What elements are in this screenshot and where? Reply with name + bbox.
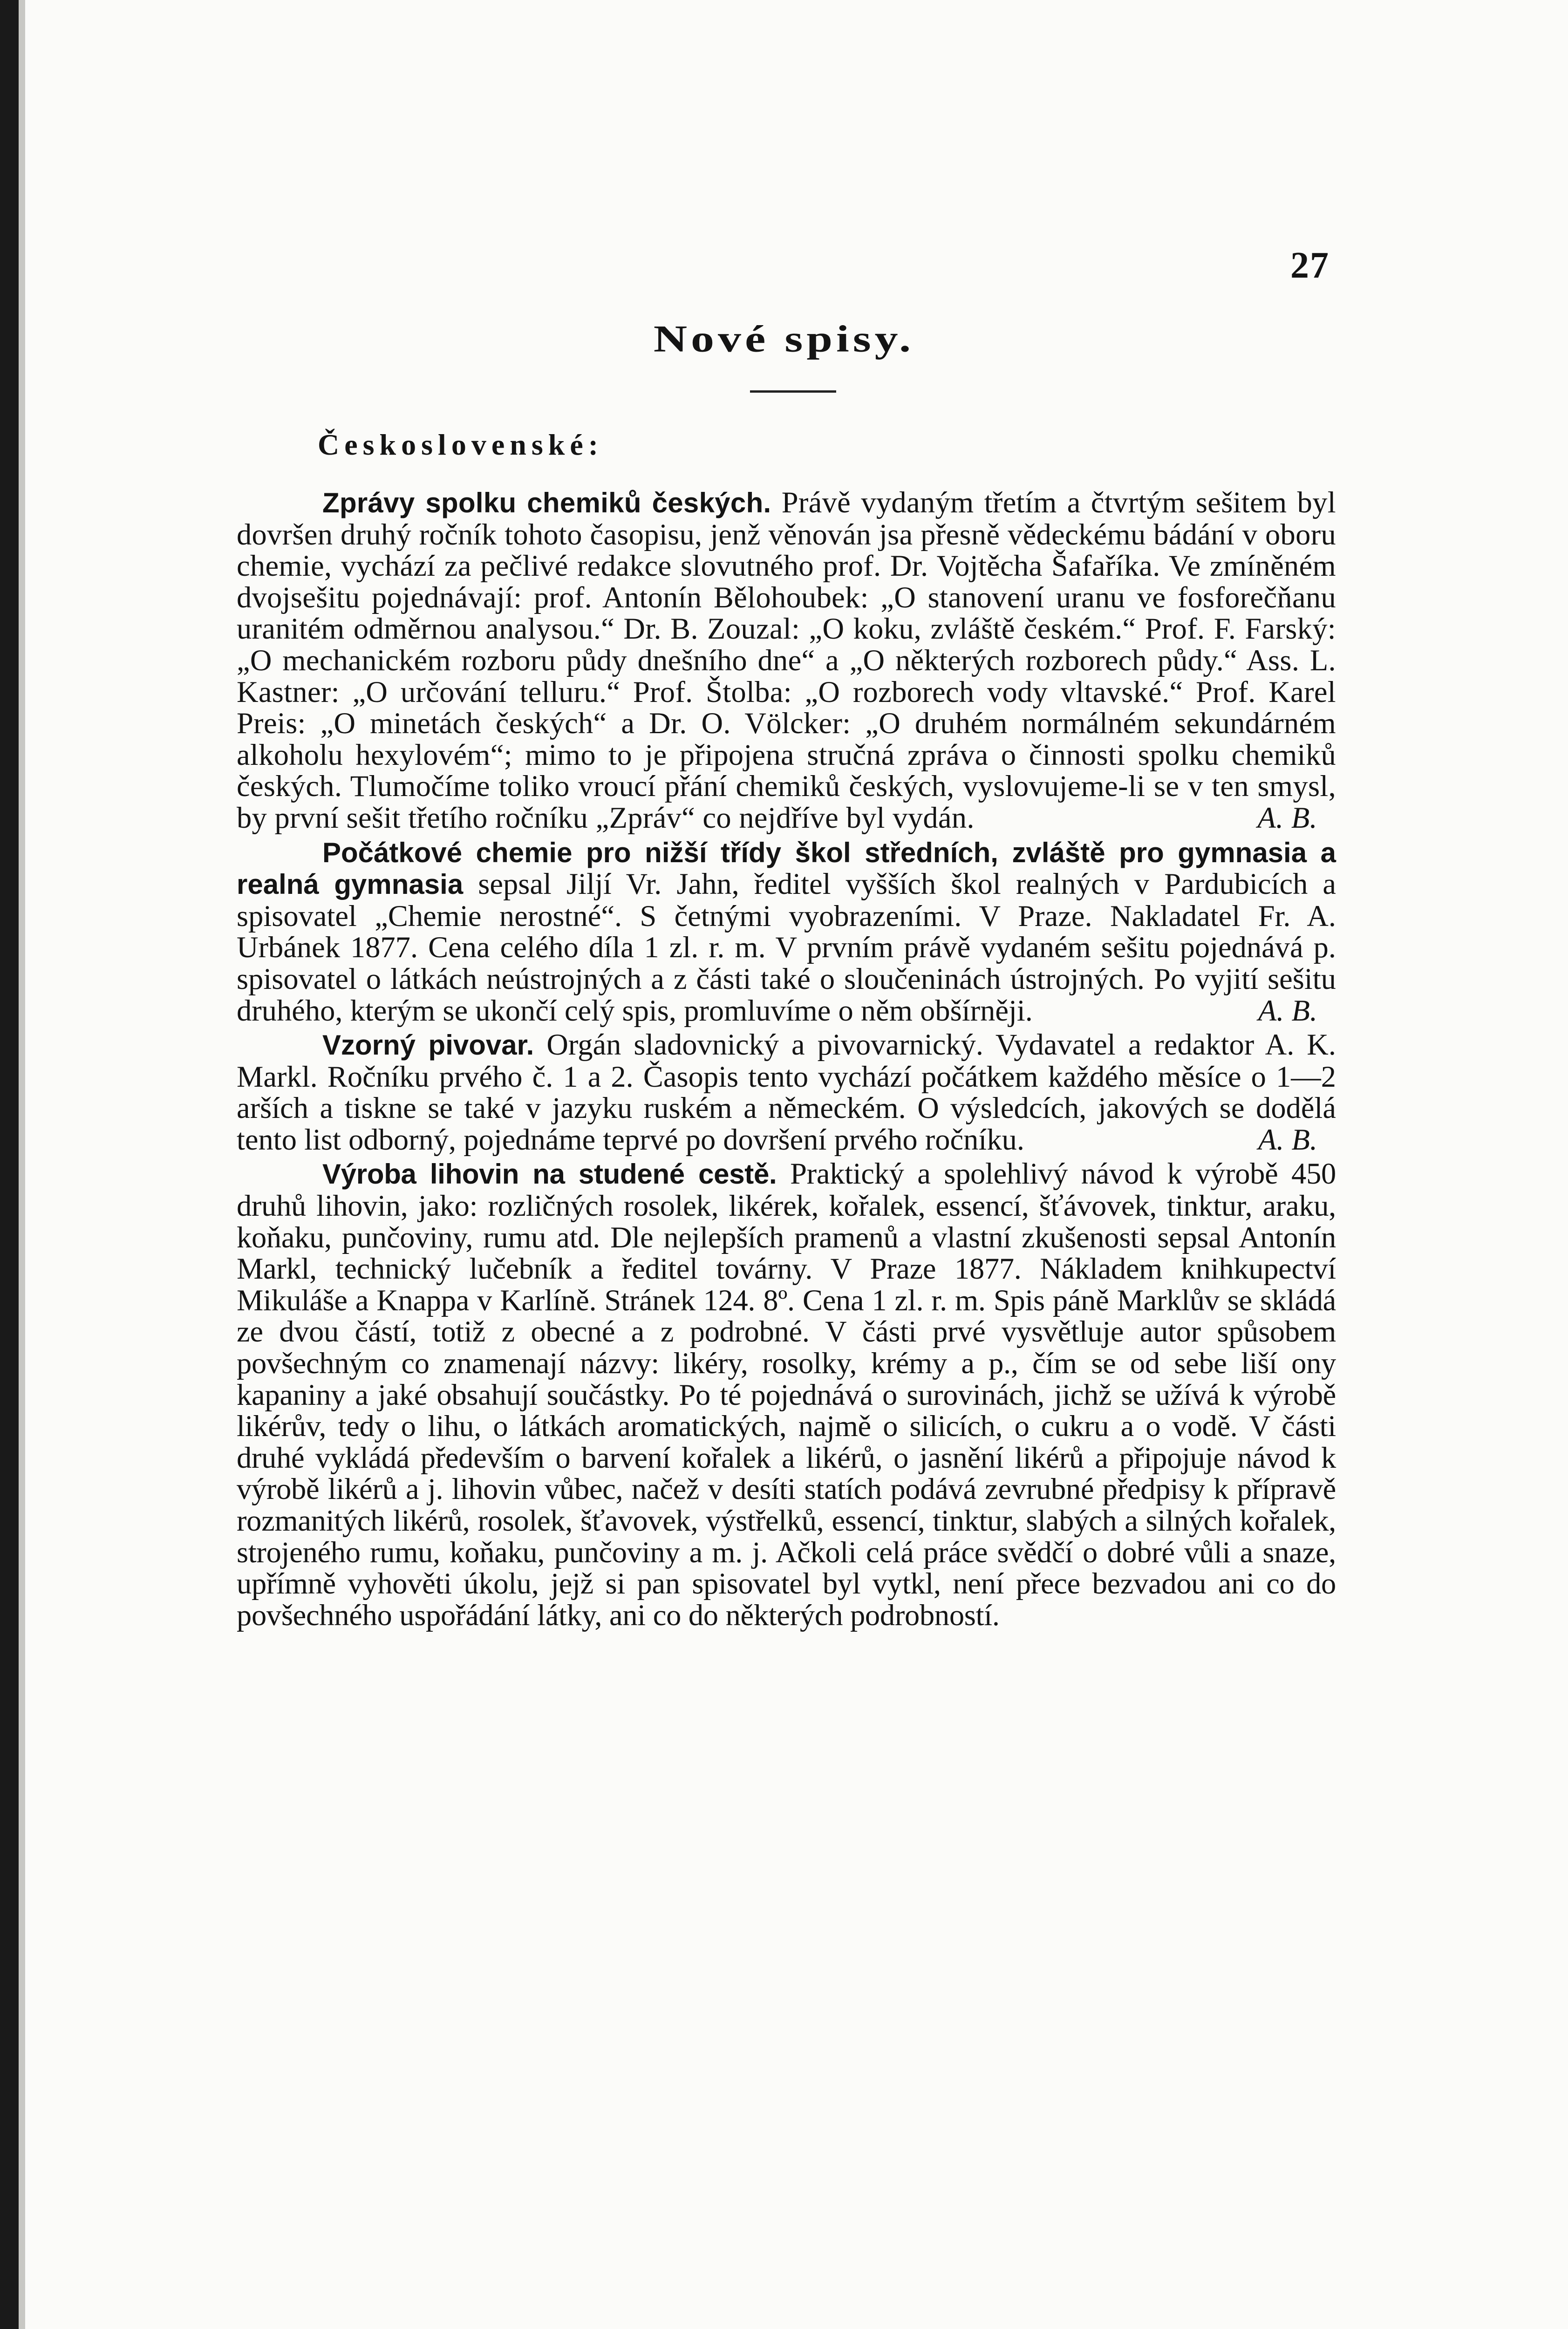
section-title: Československé: xyxy=(318,428,604,461)
article-body xyxy=(237,487,1336,1631)
entry-pocatkove-chemie xyxy=(237,837,1336,1027)
entry-title: Výroba lihovin na studené cestě. xyxy=(322,1158,777,1190)
entry-body: sepsal Jiljí Vr. Jahn, ředitel vyšších škol realných v Pardubicích a spisovatel „Chemie nerostné“. S četnými vyobrazeními. V Praze. Nakladatel Fr. A. Urbánek 1877. Cena celého díla 1 zl. r. m. V prvním právě vydaném sešitu pojednává p. spisovatel o látkách neústrojných a z části také o sloučeninách ústrojných. Po vyjití sešitu druhého, kterým se ukončí celý spis, promluvíme o něm obšírněji. xyxy=(237,867,1336,1027)
entry-zpravy-spolku xyxy=(237,487,1336,834)
heading-divider xyxy=(750,390,836,393)
entry-signature: A. B. xyxy=(1258,1123,1317,1156)
entry-title: Počátkové chemie pro nižší třídy škol středních, zvláště pro gymnasia a realná gymnasia xyxy=(237,837,1336,900)
entry-title: Vzorný pivovar. xyxy=(322,1029,534,1061)
page-number: 27 xyxy=(1290,245,1329,286)
entry-body: Orgán sladovnický a pivovarnický. Vydavatel a redaktor A. K. Markl. Ročníku prvého č. 1 a 2. Časopis tento vychází počátkem každého měsíce o 1—2 arších a tiskne se také v jazyku ruském a německém. O výsledcích, jakových se dodělá tento list odborný, pojednáme teprvé po dovršení prvého ročníku. xyxy=(237,1028,1336,1156)
entry-vzorny-pivovar xyxy=(237,1029,1336,1155)
entry-vyroba-lihovin xyxy=(237,1158,1336,1631)
entry-body: Právě vydaným třetím a čtvrtým sešitem byl dovršen druhý ročník tohoto časopisu, jenž věnován jsa přesně vědeckému bádání v oboru chemie, vychází za pečlivé redakce slovutného prof. Dr. Vojtěcha Šafaříka. Ve zmíněném dvojsešitu pojednávají: prof. Antonín Bělohoubek: „O stanovení uranu ve fosforečňanu uranitém odměrnou analysou.“ Dr. B. Zouzal: „O koku, zvláště českém.“ Prof. F. Farský: „O mechanickém rozboru půdy dnešního dne“ a „O některých rozborech půdy.“ Ass. L. Kastner: „O určování telluru.“ Prof. Štolba: „O rozborech vody vltavské.“ Prof. Karel Preis: „O minetách českých“ a Dr. O. Völcker: „O druhém normálném sekundárném alkoholu hexylovém“; mimo to je připojena stručná zpráva o činnosti spolku chemiků českých. Tlumočíme toliko vroucí přání chemiků českých, vyslovujeme-li se v ten smysl, by první sešit třetího ročníku „Zpráv“ co nejdříve byl vydán. xyxy=(237,486,1336,834)
entry-signature: A. B. xyxy=(1258,994,1317,1027)
entry-title: Zprávy spolku chemiků českých. xyxy=(322,487,771,518)
page-heading: Nové spisy. xyxy=(653,317,915,360)
entry-signature: A. B. xyxy=(1257,801,1317,834)
entry-body: Praktický a spolehlivý návod k výrobě 450 druhů lihovin, jako: rozličných rosolek, likérek, kořalek, essencí, šťávovek, tinktur, araku, koňaku, punčoviny, rumu atd. Dle nejlepších pramenů a vlastní zkušenosti sepsal Antonín Markl, technický lučebník a ředitel továrny. V Praze 1877. Nákladem knihkupectví Mikuláše a Knappa v Karlíně. Stránek 124. 8º. Cena 1 zl. r. m. Spis páně Marklův se skládá ze dvou částí, totiž z obecné a z podrobné. V části prvé vysvětluje autor spůsobem povšechným co znamenají názvy: likéry, rosolky, krémy a p., čím se od sebe liší ony kapaniny a jaké obsahují součástky. Po té pojednává o surovinách, jichž se užívá k výrobě likérův, tedy o lihu, o látkách aromatických, najmě o silicích, o cukru a o vodě. V části druhé vykládá především o barvení kořalek a likérů, o jasnění likérů a připojuje návod k výrobě likérů a j. lihovin vůbec, načež v desíti statích podává zevrubné předpisy k přípravě rozmanitých likérů, rosolek, šťavovek, výstřelků, essencí, tinktur, slabých a silných kořalek, strojeného rumu, koňaku, punčoviny a m. j. Ačkoli celá práce svědčí o dobré vůli a snaze, upřímně vyhověti úkolu, jejž si pan spisovatel byl vytkl, není přece bezvadou ani co do povšechného uspořádání látky, ani co do některých podrobností. xyxy=(237,1157,1336,1632)
